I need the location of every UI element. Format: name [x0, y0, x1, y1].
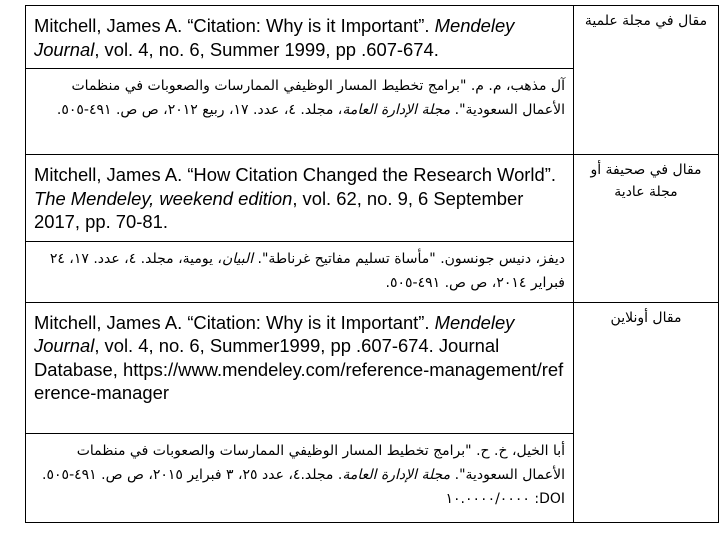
citation-title: "برامج تخطيط المسار الوظيفي الممارسات والصعوبات في منظمات الأعمال السعودية".	[76, 442, 565, 483]
citation-examples-table	[25, 5, 719, 523]
citation-author: Mitchell, James A.	[34, 311, 188, 333]
citation-url: https://www.mendeley.com/reference-management/reference-manager	[34, 358, 564, 403]
type-label: مقال في مجلة علمية	[584, 13, 708, 29]
citation-journal: Mendeley Journal	[34, 15, 515, 60]
citation-title: "مأساة تسليم مفاتيح غرناطة".	[253, 250, 436, 267]
arabic-citation	[26, 69, 573, 128]
citation-details: ، مجلد. ٤، عدد. ١٧، ربيع ٢٠١٢، ص ص. ٤٩١-٥٠٥.	[56, 102, 343, 118]
table-row	[26, 155, 719, 242]
type-cell	[574, 6, 719, 155]
english-entry-cell	[26, 155, 574, 242]
arabic-entry-cell	[26, 69, 574, 155]
citation-details: ، يومية، مجلد. ٤، عدد. ١٧، ٢٤ فبراير ٢٠١٤، ص ص. ٤٩١-٥٠٥.	[49, 250, 565, 291]
citation-title: “How Citation Changed the Research World”.	[187, 164, 556, 185]
citation-author: آل مذهب، م. م.	[466, 78, 565, 94]
citation-journal: مجلة الإدارة العامة	[342, 466, 451, 483]
english-entry-cell	[26, 6, 574, 69]
english-citation	[26, 6, 573, 68]
citation-journal: مجلة الإدارة العامة	[342, 102, 451, 118]
citation-details: , vol. 4, no. 6, Summer 1999, pp .607-674.	[94, 38, 439, 60]
type-label: مقال أونلاين	[610, 309, 682, 326]
citation-details: . مجلد.٤، عدد ٢٥، ٣ فبراير ٢٠١٥، ص ص. ٤٩١-٥٠٥. DOI: ١٠.٠٠٠٠/٠٠٠٠	[42, 466, 565, 507]
english-citation	[26, 155, 573, 241]
arabic-entry-cell	[26, 433, 574, 522]
citation-details: , vol. 62, no. 9, 6 September 2017, pp. 70-81.	[34, 187, 524, 232]
table-row	[26, 302, 719, 433]
arabic-entry-cell	[26, 241, 574, 302]
citation-journal: البيان	[221, 250, 254, 267]
citation-author: أبا الخيل، خ. ح.	[471, 442, 565, 459]
citation-title: “Citation: Why is it Important”.	[187, 15, 435, 36]
type-label: مقال في صحيفة أو مجلة عادية	[590, 162, 702, 200]
english-citation	[26, 303, 573, 412]
arabic-citation	[26, 434, 573, 517]
citation-author: Mitchell, James A.	[34, 164, 188, 185]
english-entry-cell	[26, 302, 574, 433]
citation-details: , vol. 4, no. 6, Summer1999, pp .607-674. Journal Database,	[34, 335, 500, 380]
citation-journal: Mendeley Journal	[34, 311, 515, 356]
type-cell	[574, 302, 719, 522]
table-row	[26, 6, 719, 69]
citation-author: ديفز، دنيس جونسون.	[435, 250, 565, 267]
citation-title: “Citation: Why is it Important”.	[187, 311, 435, 333]
citation-author: Mitchell, James A.	[34, 15, 188, 36]
citation-title: "برامج تخطيط المسار الوظيفي الممارسات والصعوبات في منظمات الأعمال السعودية".	[71, 78, 565, 118]
arabic-citation	[26, 242, 573, 301]
citation-journal: The Mendeley, weekend edition	[34, 187, 293, 209]
type-cell	[574, 155, 719, 303]
